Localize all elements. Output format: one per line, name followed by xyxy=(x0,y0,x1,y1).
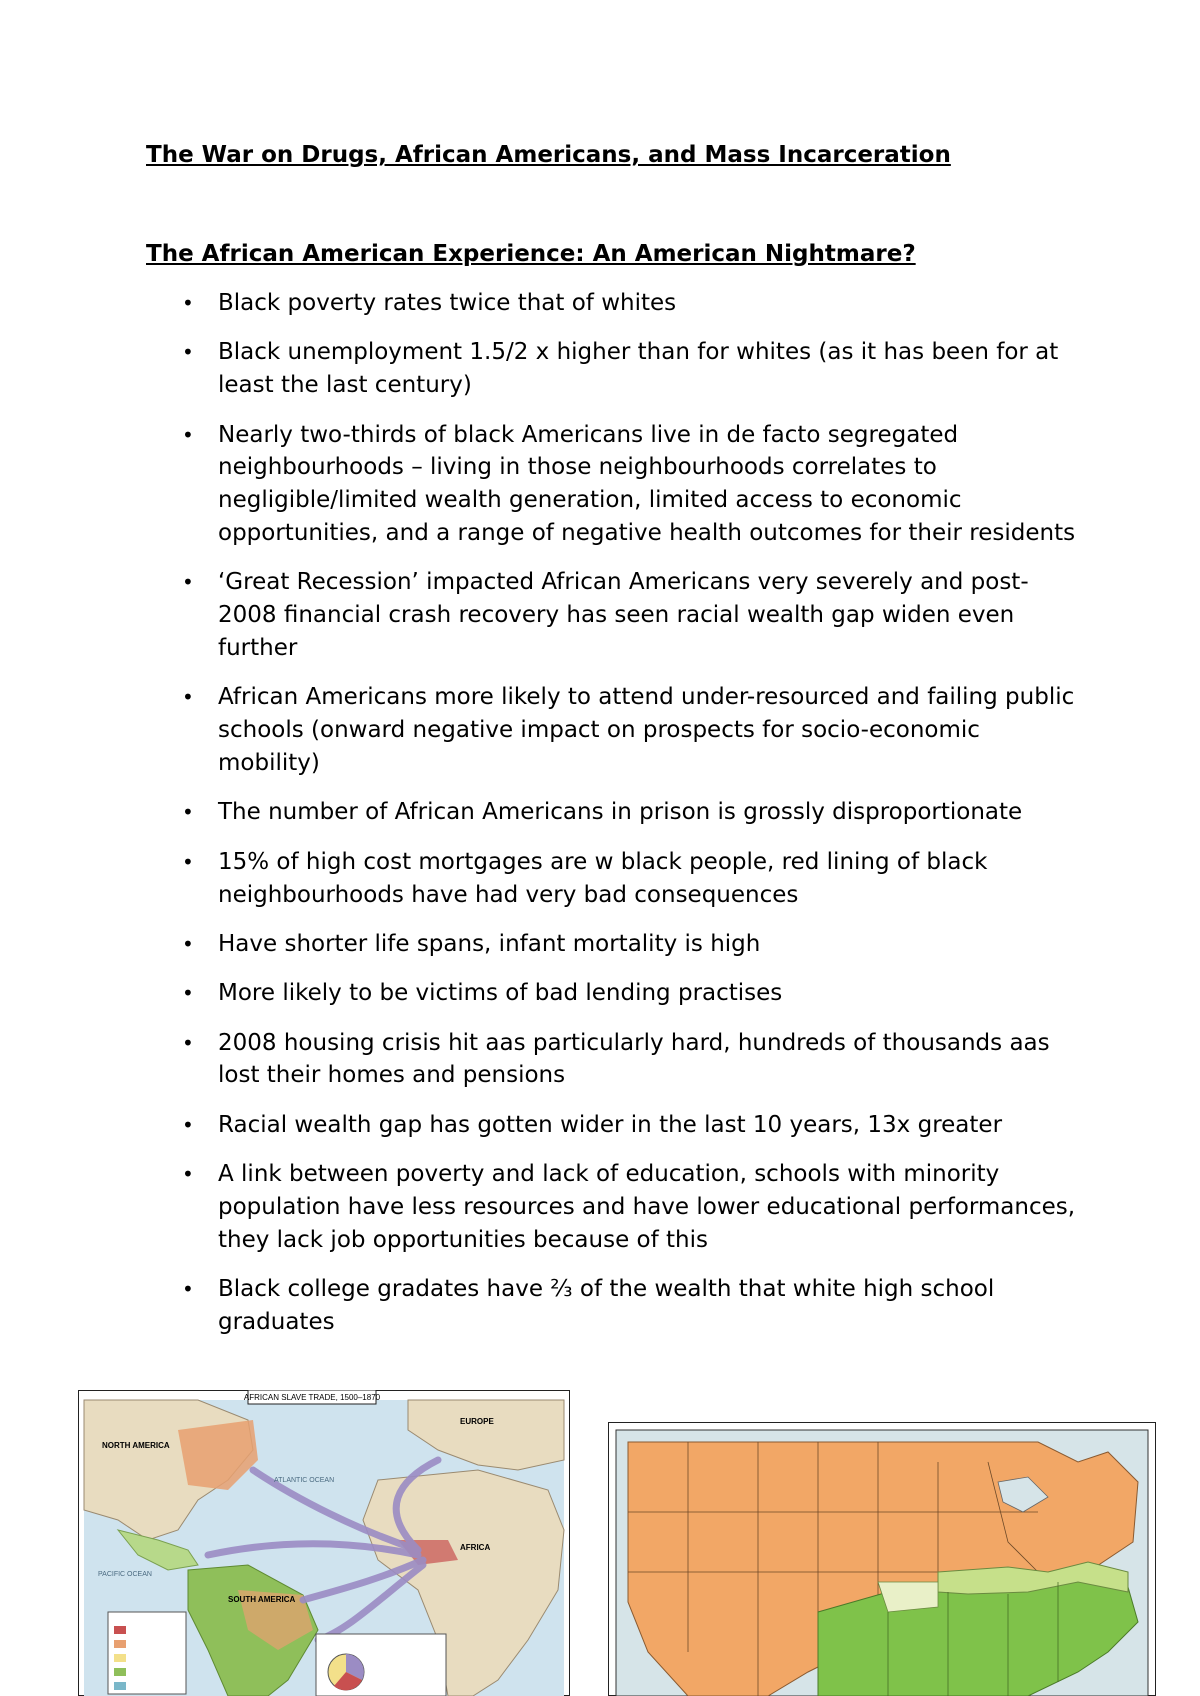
bullet-text: Black unemployment 1.5/2 x higher than for whites (as it has been for at least the last century) xyxy=(218,339,1059,399)
bullet-item xyxy=(146,287,1076,320)
us-territories-map xyxy=(608,1422,1156,1696)
bullet-item xyxy=(146,928,1076,961)
indian-territory xyxy=(878,1582,938,1612)
map-legend xyxy=(108,1612,186,1694)
bullet-dot: • xyxy=(182,1030,194,1055)
bullet-item xyxy=(146,1109,1076,1142)
label-pacific: PACIFIC OCEAN xyxy=(98,1571,152,1578)
label-europe: EUROPE xyxy=(460,1417,494,1426)
label-atlantic: ATLANTIC OCEAN xyxy=(274,1477,335,1484)
bullet-item xyxy=(146,1027,1076,1093)
document-title: The War on Drugs, African Americans, and Mass Incarceration xyxy=(146,142,951,168)
bullet-item xyxy=(146,336,1076,402)
bullet-dot: • xyxy=(182,1162,194,1187)
bullet-text: 15% of high cost mortgages are w black people, red lining of black neighbourhoods have had very bad consequences xyxy=(218,848,988,908)
bullet-item xyxy=(146,419,1076,550)
bullet-dot: • xyxy=(182,800,194,825)
bullet-dot: • xyxy=(182,570,194,595)
bullet-list xyxy=(146,287,1076,1355)
bullet-text: ‘Great Recession’ impacted African Americans very severely and post-2008 financial crash recovery has seen racial wealth gap widen even further xyxy=(218,569,1029,661)
bullet-dot: • xyxy=(182,422,194,447)
bullet-text: Black poverty rates twice that of whites xyxy=(218,290,677,316)
section-heading: The African American Experience: An American Nightmare? xyxy=(146,241,916,267)
bullet-dot: • xyxy=(182,931,194,956)
bullet-dot: • xyxy=(182,981,194,1006)
bullet-text: The number of African Americans in prison is grossly disproportionate xyxy=(218,799,1023,826)
bullet-dot: • xyxy=(182,849,194,874)
map-title: AFRICAN SLAVE TRADE, 1500–1870 xyxy=(243,1393,381,1402)
bullet-text: More likely to be victims of bad lending practises xyxy=(218,980,783,1007)
slave-trade-map xyxy=(78,1390,570,1696)
bullet-text: 2008 housing crisis hit aas particularly hard, hundreds of thousands aas lost their homes and pensions xyxy=(218,1029,1050,1089)
bullet-dot: • xyxy=(182,1277,194,1302)
bullet-text: Nearly two-thirds of black Americans live in de facto segregated neighbourhoods – living in those neighbourhoods correlates to negligible/limited wealth generation, limited access to economic opportunities, and a range of negative health outcomes for their residents xyxy=(218,421,1076,546)
bullet-dot: • xyxy=(182,340,194,365)
bullet-item xyxy=(146,846,1076,912)
bullet-item xyxy=(146,681,1076,779)
bullet-text: A link between poverty and lack of education, schools with minority population have less resources and have lower educational performances, they lack job opportunities because of this xyxy=(218,1161,1076,1253)
label-south-america: SOUTH AMERICA xyxy=(228,1595,296,1604)
bullet-text: Have shorter life spans, infant mortality is high xyxy=(218,930,761,957)
bullet-dot: • xyxy=(182,291,194,315)
bullet-dot: • xyxy=(182,1112,194,1137)
bullet-item xyxy=(146,1273,1076,1339)
bullet-item xyxy=(146,1158,1076,1256)
label-north-america: NORTH AMERICA xyxy=(102,1441,170,1450)
bullet-text: African Americans more likely to attend under-resourced and failing public schools (onward negative impact on prospects for socio-economic mobility) xyxy=(218,684,1075,776)
bullet-item xyxy=(146,566,1076,664)
bullet-item xyxy=(146,977,1076,1010)
label-africa: AFRICA xyxy=(460,1543,491,1552)
bullet-dot: • xyxy=(182,685,194,710)
bullet-text: Racial wealth gap has gotten wider in the last 10 years, 13x greater xyxy=(218,1111,1003,1138)
bullet-item xyxy=(146,796,1076,829)
bullet-text: Black college gradates have ⅔ of the wealth that white high school graduates xyxy=(218,1276,995,1336)
